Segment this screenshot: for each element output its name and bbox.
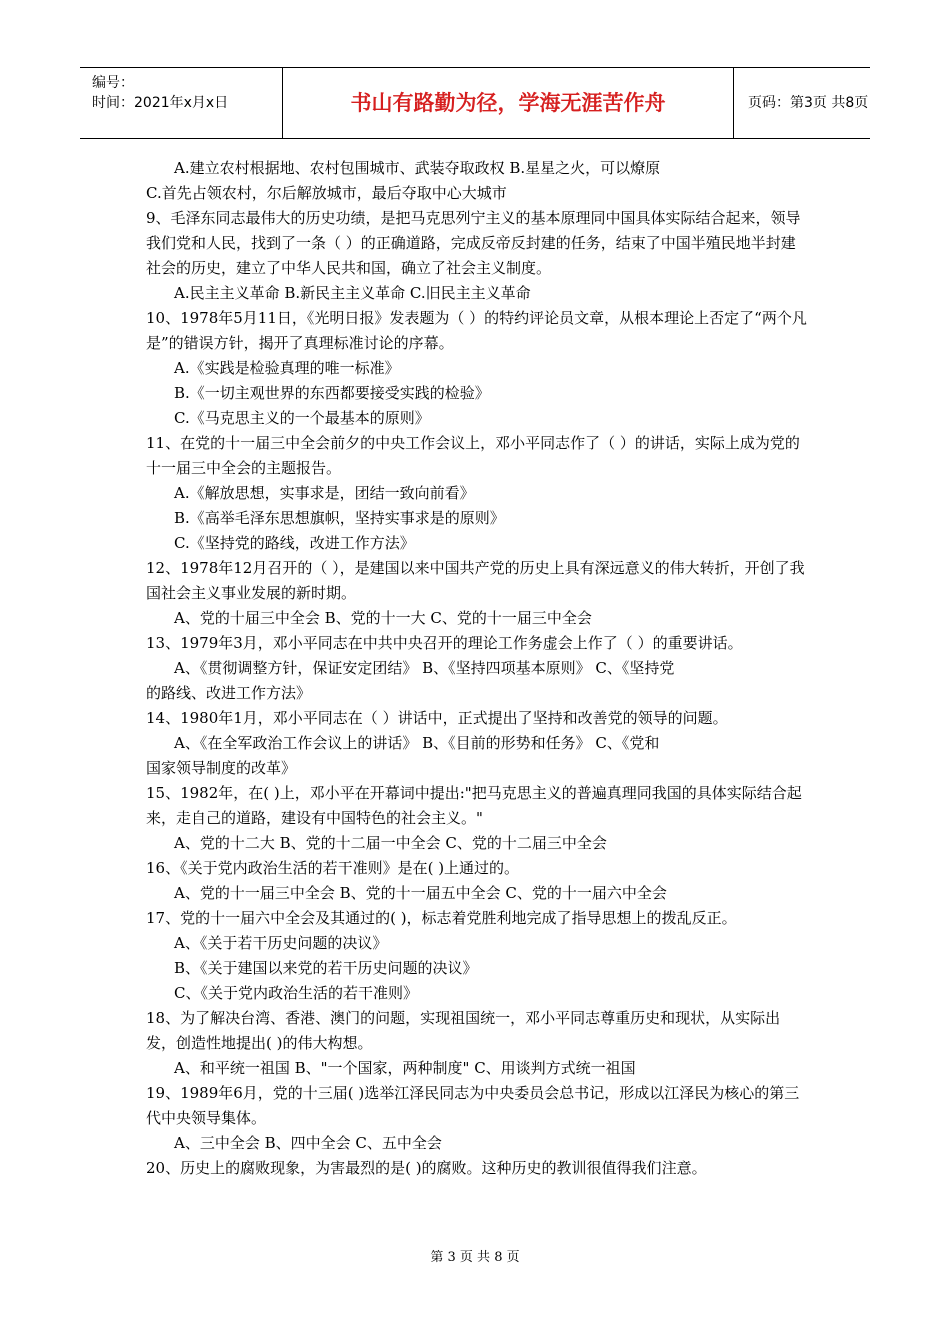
question-text-line: 14、1980年1月，邓小平同志在（ ）讲话中，正式提出了坚持和改善党的领导的问题。 [146,709,728,727]
answer-option-line: A.《解放思想，实事求是，团结一致向前看》 [174,484,475,502]
answer-option-line: A、三中全会 B、四中全会 C、五中全会 [174,1134,442,1152]
answer-option-line: C、《关于党内政治生活的若干准则》 [174,984,418,1002]
page-footer: 第 3 页 共 8 页 [430,1250,520,1265]
answer-option-line: B、《关于建国以来党的若干历史问题的决议》 [174,959,478,977]
question-text-line: 15、1982年，在( )上，邓小平在开幕词中提出:"把马克思主义的普遍真理同我国的具体实际结合起来，走自己的道路，建设有中国特色的社会主义。" [146,784,802,827]
answer-option-line: A、《贯彻调整方针，保证安定团结》 B、《坚持四项基本原则》 C、《坚持党 [174,659,675,677]
answer-option-line: B.《一切主观世界的东西都要接受实践的检验》 [174,384,490,402]
answer-option-line: A、和平统一祖国 B、"一个国家，两种制度" C、用谈判方式统一祖国 [174,1059,636,1077]
document-body [146,156,810,1181]
question-text-line: 12、1978年12月召开的（ ），是建国以来中国共产党的历史上具有深远意义的伟大转折，开创了我国社会主义事业发展的新时期。 [146,559,805,602]
question-text-line: 16、《关于党内政治生活的若干准则》是在( )上通过的。 [146,859,520,877]
answer-option-line: A.《实践是检验真理的唯一标准》 [174,359,400,377]
date-label: 时间：2021年x月x日 [92,95,229,111]
question-text-line: C.首先占领农村，尔后解放城市，最后夺取中心大城市 [146,184,507,202]
answer-option-line: A.民主主义革命 B.新民主主义革命 C.旧民主主义革命 [174,284,531,302]
question-text-line: 的路线、改进工作方法》 [146,684,312,702]
question-text-line: 18、为了解决台湾、香港、澳门的问题，实现祖国统一，邓小平同志尊重历史和现状，从实际出发，创造性地提出( )的伟大构想。 [146,1009,781,1052]
question-text-line: 9、毛泽东同志最伟大的历史功绩，是把马克思列宁主义的基本原理同中国具体实际结合起来，领导我们党和人民，找到了一条（ ）的正确道路，完成反帝反封建的任务，结束了中国半殖民地半封建社会的历史，建立了中华人民共和国，确立了社会主义制度。 [146,209,801,277]
question-text-line: 19、1989年6月，党的十三届( )选举江泽民同志为中央委员会总书记，形成以江泽民为核心的第三代中央领导集体。 [146,1084,800,1127]
answer-option-line: A、《在全军政治工作会议上的讲话》 B、《目前的形势和任务》 C、《党和 [174,734,660,752]
question-text-line: 国家领导制度的改革》 [146,759,297,777]
answer-option-line: A、党的十一届三中全会 B、党的十一届五中全会 C、党的十一届六中全会 [174,884,667,902]
question-text-line: 17、党的十一届六中全会及其通过的( )，标志着党胜利地完成了指导思想上的拨乱反正。 [146,909,737,927]
answer-option-line: B.《高举毛泽东思想旗帜，坚持实事求是的原则》 [174,509,505,527]
answer-option-line: C.《马克思主义的一个最基本的原则》 [174,409,430,427]
answer-option-line: A、《关于若干历史问题的决议》 [174,934,388,952]
header-motto: 书山有路勤为径，学海无涯苦作舟 [283,68,734,138]
question-text-line: 10、1978年5月11日，《光明日报》发表题为（ ）的特约评论员文章，从根本理论上否定了“两个凡是”的错误方针，揭开了真理标准讨论的序幕。 [146,309,807,352]
answer-option-line: A、党的十二大 B、党的十二届一中全会 C、党的十二届三中全会 [174,834,607,852]
answer-option-line: A、党的十届三中全会 B、党的十一大 C、党的十一届三中全会 [174,609,592,627]
code-label: 编号： [92,75,134,91]
header-page-number: 页码：第3页 共8页 [748,95,869,111]
page-header [80,67,870,139]
answer-option-line: C.《坚持党的路线，改进工作方法》 [174,534,415,552]
header-info [80,68,283,138]
question-text-line: 11、在党的十一届三中全会前夕的中央工作会议上，邓小平同志作了（ ）的讲话，实际上成为党的十一届三中全会的主题报告。 [146,434,800,477]
answer-option-line: A.建立农村根据地、农村包围城市、武装夺取政权 B.星星之火，可以燎原 [174,159,661,177]
question-text-line: 20、历史上的腐败现象，为害最烈的是( )的腐败。这种历史的教训很值得我们注意。 [146,1159,707,1177]
question-text-line: 13、1979年3月，邓小平同志在中共中央召开的理论工作务虚会上作了（ ）的重要讲话。 [146,634,743,652]
